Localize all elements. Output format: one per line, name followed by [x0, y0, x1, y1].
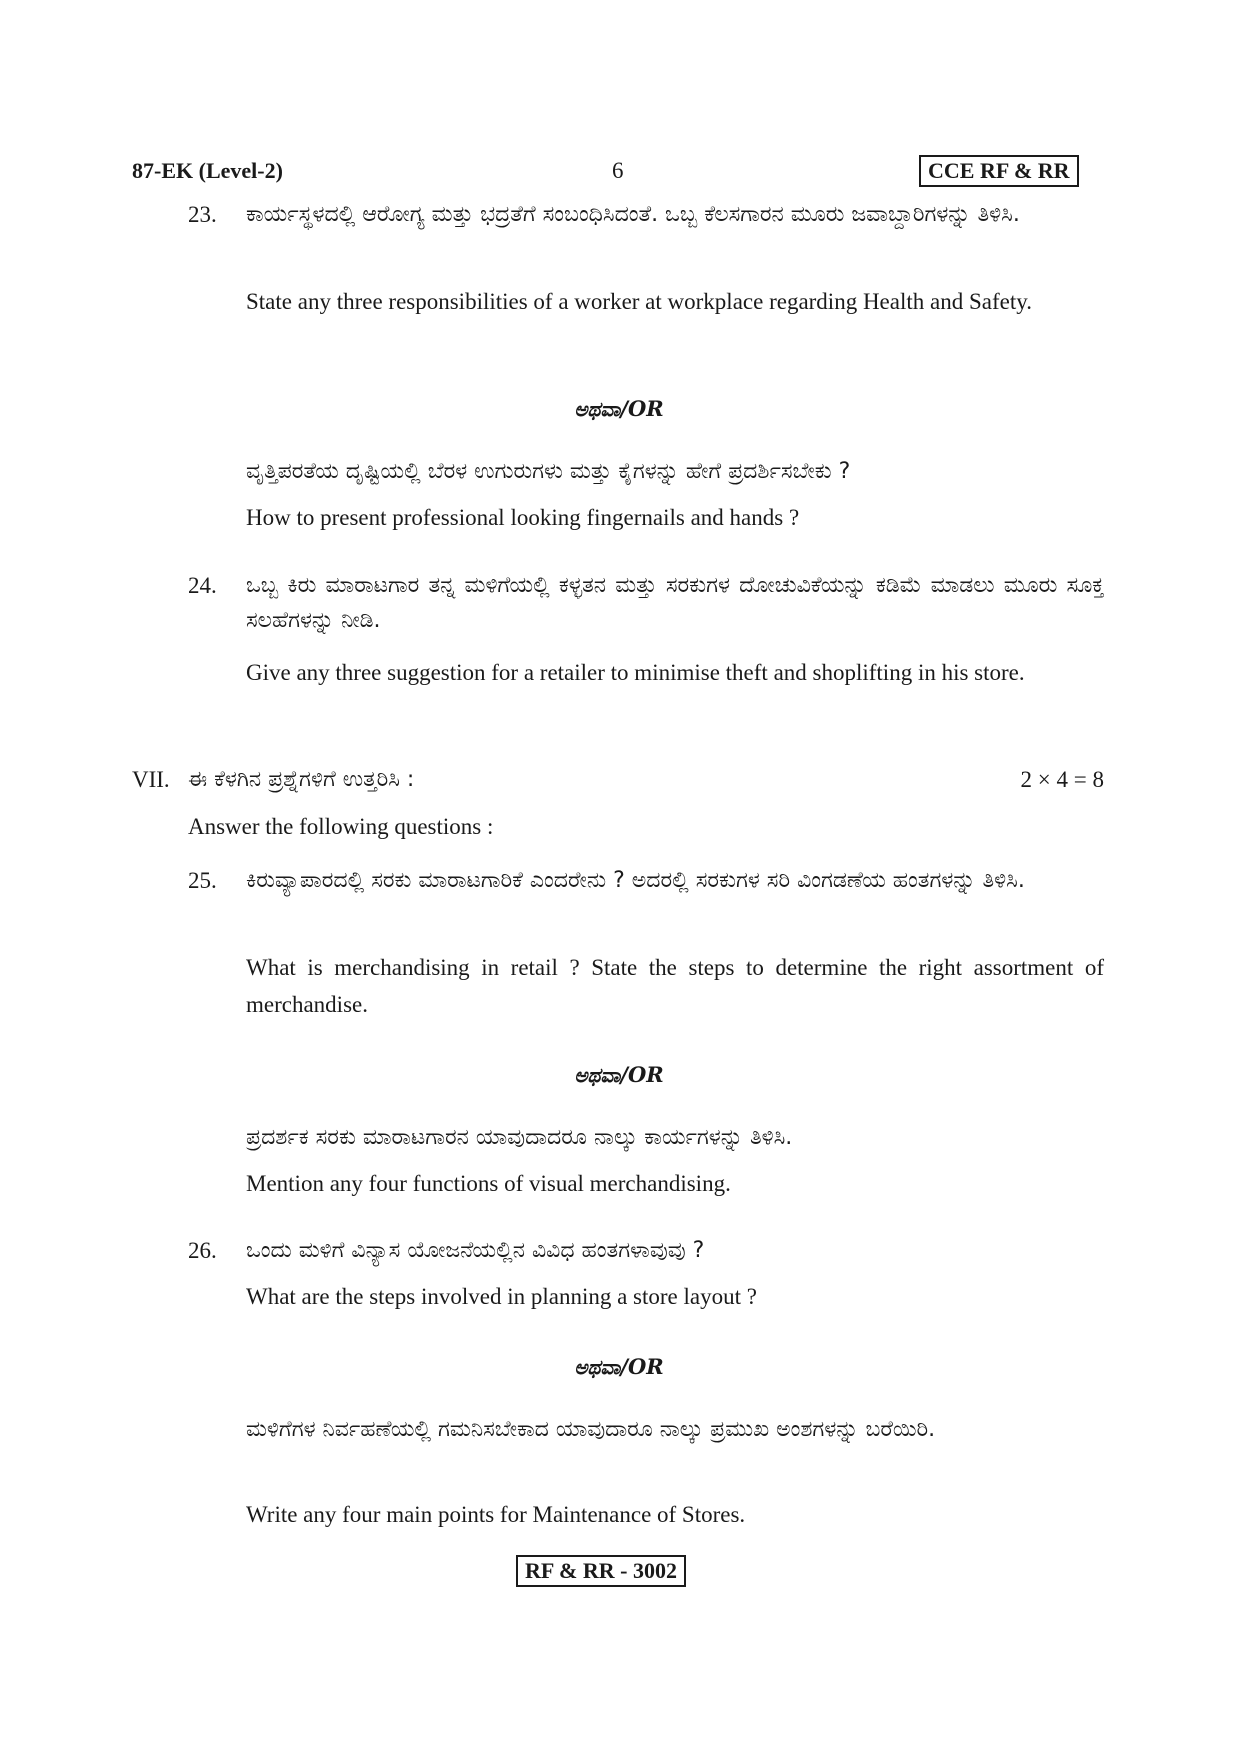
q24-english-text: Give any three suggestion for a retailer to minimise theft and shoplifting in his store.	[246, 660, 1025, 685]
paper-code: 87-EK (Level-2)	[132, 158, 283, 183]
q23-alt-english-text: How to present professional looking fingernails and hands ?	[246, 505, 800, 530]
section-number: VII.	[132, 767, 170, 792]
footer-code-box: RF & RR - 3002	[516, 1555, 686, 1587]
q25-alt-kannada-text: ಪ್ರದರ್ಶಕ ಸರಕು ಮಾರಾಟಗಾರನ ಯಾವುದಾದರೂ ನಾಲ್ಕು ಕಾರ್ಯಗಳನ್ನು ತಿಳಿಸಿ.	[246, 1125, 793, 1150]
section-english-instruction: Answer the following questions :	[188, 814, 494, 839]
q26-kannada-text: ಒಂದು ಮಳಿಗೆ ವಿನ್ಯಾಸ ಯೋಜನೆಯಲ್ಲಿನ ವಿವಿಧ ಹಂತಗಳಾವುವು ?	[246, 1238, 705, 1263]
series-box: CCE RF & RR	[919, 155, 1079, 187]
q26-english-text: What are the steps involved in planning a store layout ?	[246, 1284, 757, 1309]
page-number: 6	[612, 158, 624, 183]
or-divider-3: ಅಥವಾ/OR	[574, 1354, 664, 1379]
q25-kannada-text: ಕಿರುವ್ಯಾಪಾರದಲ್ಲಿ ಸರಕು ಮಾರಾಟಗಾರಿಕೆ ಎಂದರೇನು ? ಅದರಲ್ಲಿ ಸರಕುಗಳ ಸರಿ ವಿಂಗಡಣೆಯ ಹಂತಗಳನ್ನು ತಿಳಿಸಿ.	[246, 868, 1025, 893]
section-kannada-instruction: ಈ ಕೆಳಗಿನ ಪ್ರಶ್ನೆಗಳಿಗೆ ಉತ್ತರಿಸಿ :	[188, 767, 415, 792]
q26-alt-kannada-text: ಮಳಿಗೆಗಳ ನಿರ್ವಹಣೆಯಲ್ಲಿ ಗಮನಿಸಬೇಕಾದ ಯಾವುದಾರೂ ನಾಲ್ಕು ಪ್ರಮುಖ ಅಂಶಗಳನ್ನು ಬರೆಯಿರಿ.	[246, 1417, 936, 1442]
question-number-23: 23.	[188, 202, 217, 227]
q24-kannada-text: ಒಬ್ಬ ಕಿರು ಮಾರಾಟಗಾರ ತನ್ನ ಮಳಿಗೆಯಲ್ಲಿ ಕಳ್ಳತನ ಮತ್ತು ಸರಕುಗಳ ದೋಚುವಿಕೆಯನ್ನು ಕಡಿಮೆ ಮಾಡಲು ಮೂರು ಸೂಕ್ತ ಸಲಹೆಗಳನ್ನು ನೀಡಿ.	[246, 573, 1104, 633]
q23-english-text: State any three responsibilities of a worker at workplace regarding Health and Safety.	[246, 289, 1032, 314]
question-number-25: 25.	[188, 868, 217, 893]
q25-alt-english-text: Mention any four functions of visual merchandising.	[246, 1171, 731, 1196]
q23-kannada-text: ಕಾರ್ಯಸ್ಥಳದಲ್ಲಿ ಆರೋಗ್ಯ ಮತ್ತು ಭದ್ರತೆಗೆ ಸಂಬಂಧಿಸಿದಂತೆ. ಒಬ್ಬ ಕೆಲಸಗಾರನ ಮೂರು ಜವಾಬ್ದಾರಿಗಳನ್ನು ತಿಳಿಸಿ.	[246, 202, 1020, 227]
question-number-26: 26.	[188, 1238, 217, 1263]
question-number-24: 24.	[188, 573, 217, 598]
q26-alt-english-text: Write any four main points for Maintenance of Stores.	[246, 1502, 746, 1527]
section-marks: 2 × 4 = 8	[1020, 767, 1104, 792]
q23-alt-kannada-text: ವೃತ್ತಿಪರತೆಯ ದೃಷ್ಟಿಯಲ್ಲಿ ಬೆರಳ ಉಗುರುಗಳು ಮತ್ತು ಕೈಗಳನ್ನು ಹೇಗೆ ಪ್ರದರ್ಶಿಸಬೇಕು ?	[246, 459, 851, 484]
q25-english-text: What is merchandising in retail ? State the steps to determine the right assortment of merchandise.	[246, 955, 1104, 1017]
or-divider-2: ಅಥವಾ/OR	[574, 1062, 664, 1087]
or-divider-1: ಅಥವಾ/OR	[574, 396, 664, 421]
